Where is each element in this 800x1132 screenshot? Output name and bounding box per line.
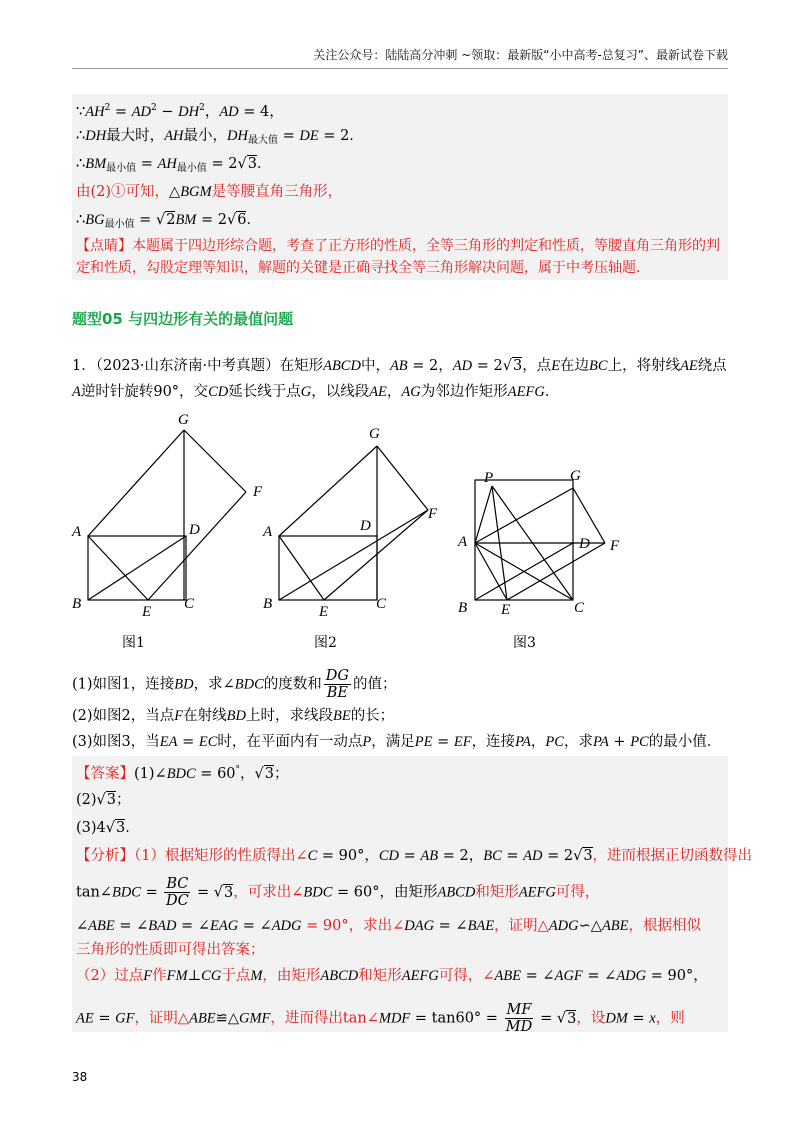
fraction-bc-dc: $\frac{BC}{DC}$	[165, 876, 189, 909]
analysis-line-6: AE = GF，证明△ABE≌△GMF，进而得出tan∠MDF = tan60° = $\frac{MF}{MD}$ = √3，设DM = x，则	[76, 1002, 685, 1035]
question-line-2: A逆时针旋转90°，交CD延长线于点G，以线段AE，AG为邻边作矩形AEFG．	[72, 384, 560, 400]
rect-abcd-2	[279, 536, 377, 600]
fraction-dg-be: $\frac{DG}{BE}$	[325, 668, 349, 701]
label-e-3: E	[501, 602, 511, 618]
segment-fe-2	[324, 510, 428, 600]
segment-ag-3	[475, 488, 573, 543]
analysis-line-4: 三角形的性质即可得出答案；	[76, 942, 265, 958]
segment-gf-2	[377, 446, 428, 510]
fraction-mf-md: $\frac{MF}{MD}$	[505, 1002, 533, 1035]
label-a-2: A	[263, 524, 273, 540]
analysis-line-5: （2）过点F作FM⊥CG于点M，由矩形ABCD和矩形AEFG可得，∠ABE = ∠AGF = ∠ADG = 90°，	[76, 968, 708, 984]
label-f-2: F	[428, 506, 438, 522]
page-number: 38	[72, 1070, 88, 1084]
subquestion-3: (3)如图3，当EA = EC时，在平面内有一动点P，满足PE = EF，连接PA，PC，求PA + PC的最小值．	[72, 734, 722, 750]
label-d-1: D	[189, 522, 200, 538]
figure-caption-3: 图3	[513, 635, 536, 651]
label-g-1: G	[178, 412, 189, 428]
label-c-2: C	[376, 596, 387, 612]
key-point-line-2: 定和性质，勾股定理等知识，解题的关键是正确寻找全等三角形解决问题，属于中考压轴题．	[76, 260, 650, 276]
label-e-1: E	[142, 604, 152, 620]
label-g-3: G	[570, 468, 581, 484]
solution-box-top	[72, 94, 728, 280]
solution-line-2: ∴DH最大时，AH最小，$DH_{最大值}$ = DE = 2．	[76, 128, 364, 146]
label-b-1: B	[72, 596, 82, 612]
label-a-1: A	[72, 524, 82, 540]
segment-fe-1	[148, 492, 246, 600]
analysis-line-1: 【分析】（1）根据矩形的性质得出∠C = 90°，CD = AB = 2，BC = AD = 2√3，进而根据正切函数得出	[76, 848, 753, 864]
segment-gf-1	[184, 430, 246, 492]
answer-line-3: (3)4√3．	[76, 820, 140, 836]
label-b-3: B	[458, 600, 468, 616]
section-title: 题型05 与四边形有关的最值问题	[72, 310, 294, 328]
label-b-2: B	[263, 596, 273, 612]
label-p-3: P	[484, 470, 494, 486]
label-g-2: G	[369, 426, 380, 442]
solution-line-1: $\because AH^2 = AD^2 - DH^2$，AD = 4，	[76, 103, 284, 120]
label-d-2: D	[360, 518, 371, 534]
key-point-line-1: 【点睛】本题属于四边形综合题，考查了正方形的性质，全等三角形的判定和性质，等腰直角三角形的判	[76, 238, 720, 254]
label-f-1: F	[253, 484, 263, 500]
label-a-3: A	[458, 534, 468, 550]
geometry-figures	[60, 408, 660, 658]
segment-bd-1	[88, 536, 186, 600]
solution-line-3: $\therefore BM_{最小值} = AH_{最小值} = 2√3$．	[76, 156, 272, 174]
label-c-1: C	[184, 596, 195, 612]
subquestion-1: (1)如图1，连接BD，求∠BDC的度数和 $\frac{DG}{BE}$ 的值；	[72, 668, 397, 701]
figure-caption-1: 图1	[122, 635, 145, 651]
figure-1	[88, 430, 246, 600]
analysis-line-3: ∠ABE = ∠BAD = ∠EAG = ∠ADG = 90°，求出∠DAG = ∠BAE，证明△ADG∽△ABE，根据相似	[76, 918, 702, 934]
label-c-3: C	[574, 600, 585, 616]
analysis-line-2: tan∠BDC = $\frac{BC}{DC}$ = √3，可求出∠BDC = 60°，由矩形ABCD和矩形AEFG可得，	[76, 876, 600, 909]
segment-ae-1	[88, 536, 148, 600]
segment-ae-2	[279, 536, 324, 600]
answer-line-1: 【答案】(1)∠BDC = 60°，√3；	[76, 765, 289, 782]
question-line-1: 1．（2023·山东济南·中考真题）在矩形ABCD中，AB = 2，AD = 2√3，点E在边BC上，将射线AE绕点	[72, 358, 727, 374]
label-f-3: F	[610, 538, 620, 554]
segment-ae-3	[475, 543, 507, 600]
label-d-3: D	[579, 536, 590, 552]
segment-ef-3	[507, 543, 605, 600]
solution-line-4: 由(2)①可知，△BGM是等腰直角三角形，	[76, 184, 343, 200]
figure-caption-2: 图2	[314, 635, 337, 651]
header-divider	[72, 68, 728, 69]
segment-bf-2	[279, 510, 428, 600]
solution-line-5: $\therefore BG_{最小值} = √2BM = 2√6$．	[76, 212, 261, 230]
label-e-2: E	[319, 604, 329, 620]
answer-line-2: (2)√3；	[76, 792, 131, 808]
segment-ag-1	[88, 430, 184, 536]
subquestion-2: (2)如图2，当点F在射线BD上时，求线段BE的长；	[72, 708, 395, 724]
segment-gf-3	[573, 488, 605, 543]
page-header: 关注公众号：陆陆高分冲刺 ~领取：最新版“小中高考-总复习”、最新试卷下载	[313, 48, 728, 62]
rect-abcd-3	[475, 480, 573, 600]
answer-box	[72, 756, 753, 1035]
figure-2	[279, 446, 428, 600]
